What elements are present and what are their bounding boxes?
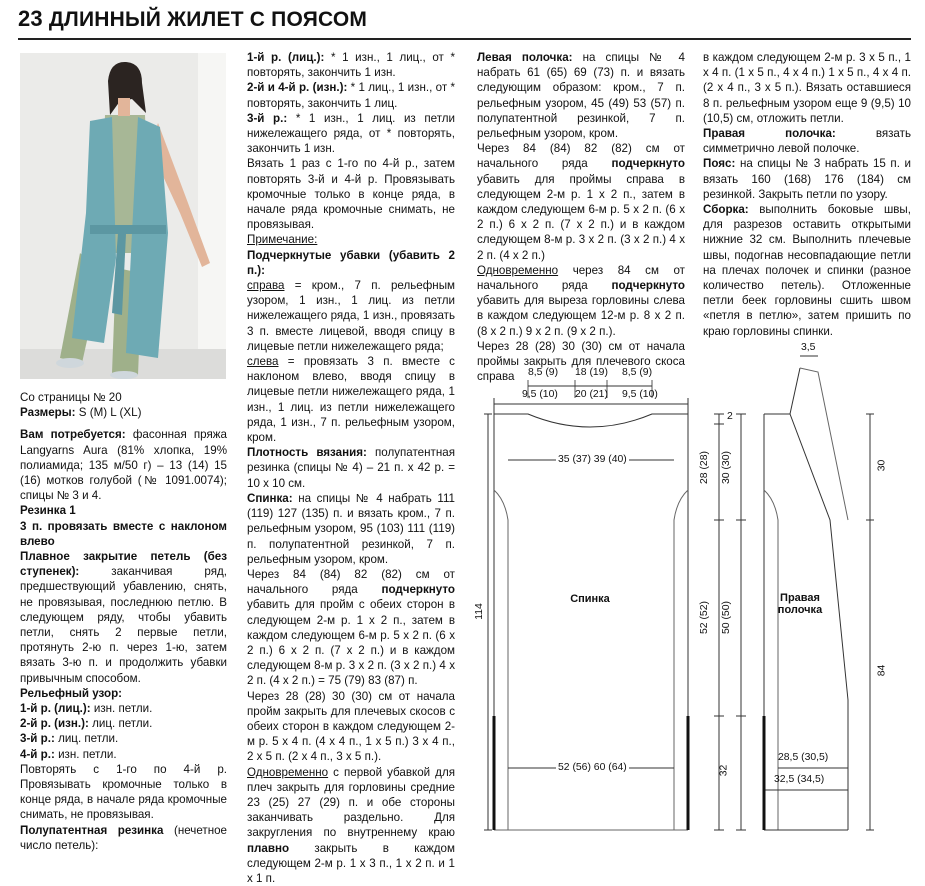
- rib-repeat-text: Вязать 1 раз с 1-го по 4-й р., затем повторять 3-й и 4-й р. Провязывать кромочные только в конце ряда, в начале ряда кромочные снимать, не провязывая.: [247, 157, 455, 232]
- smooth-bind-off-text: заканчивая ряд, предшествующий убавлению, снять, не провязывая, последнюю петлю. В следующем ряду, чтобы убавить петли, снять 2 первые петли, протянуть 2-ю п. через 1-ю, затем вязать 3-ю п. и продолжить убавки привычным способом.: [20, 565, 227, 685]
- side-dim-52: 52 (52): [698, 601, 710, 634]
- side-dim-30: 30 (30): [720, 451, 732, 484]
- note-label: Примечание:: [247, 233, 318, 247]
- pattern-title: ДЛИННЫЙ ЖИЛЕТ С ПОЯСОМ: [48, 8, 368, 31]
- right-front-label: Правая полочка:: [703, 127, 836, 141]
- back-piece-label: Спинка: [570, 593, 610, 605]
- materials-text: фасонная пряжа Langyarns Aura (81% хлопка, 19% полиамида; 135 м/50 г) – 13 (14) 15 (16) мотков голубой (№ 1091.0074); спицы № 3 и 4.: [20, 428, 227, 503]
- sizes-value: S (M) L (XL): [78, 406, 142, 420]
- back-text: на спицы № 4 набрать 111 (119) 127 (135) п. и вязать кром., 7 п. рельефным узором, 95 (103) 111 (119) п. полупатентной резинкой, 7 п. рельефным узором, кром.: [247, 491, 455, 566]
- source-text: Со страницы № 20: [20, 391, 122, 404]
- relief-pattern-heading: Рельефный узор:: [20, 686, 123, 700]
- lf-shoulder-text: Через 28 (28) 30 (30) см от начала проймы закрыть для плечевого скоса справа: [477, 339, 685, 384]
- emph-dec-heading: Подчеркнутые убавки (убавить 2 п.):: [247, 248, 455, 277]
- back-armhole-c: убавить для пройм с обеих сторон в следующем 2-м р. 1 х 2 п., затем в каждом следующем 6-м р. 5 х 2 п. (6 х 2 п.) 6 х 2 п. (7 х 2 п.) и в каждом следующем 8-м р. 3 х 2 п. (3 х 2 п.) 4 х 2 п. (4 х 2 п.) = 75 (79) 83 (87) п.: [247, 598, 455, 688]
- side-dim-28: 28 (28): [698, 451, 710, 484]
- back-second-mid: 20 (21): [575, 389, 608, 400]
- relief-row1-label: 1-й р. (лиц.):: [20, 702, 91, 716]
- back-total-height: 114: [473, 603, 485, 620]
- rib-row3-label: 3-й р.:: [247, 111, 288, 125]
- front-height-30: 30: [876, 459, 888, 472]
- gauge-label: Плотность вязания:: [247, 446, 367, 460]
- rib-row3-text: * 1 изн., 1 лиц. из петли нижележащего ряда, от * повторять, закончить 1 изн.: [247, 111, 455, 156]
- back-neck-d: закрыть в каждом следующем 2-м р. 1 х 3 п., 1 х 2 п. и 1 х 1 п.: [247, 841, 455, 885]
- back-neckline: [494, 414, 688, 427]
- rib1-heading: Резинка 1: [20, 504, 76, 518]
- belt-label: Пояс:: [703, 157, 736, 171]
- left-front-label: Левая полочка:: [477, 51, 573, 64]
- back-neck-b: с первой убавкой для плеч закрыть для горловины средние 23 (25) 27 (29) п. и обе стороны заканчивать раздельно. Для закругления по внутреннему краю: [247, 765, 455, 840]
- assembly-label: Сборка:: [703, 203, 749, 217]
- sizes-label: Размеры:: [20, 406, 76, 420]
- rib-row1-text: * 1 изн., 1 лиц., от * повторять, закончить 1 изн.: [247, 51, 455, 80]
- lf-neck-c: подчеркнуто: [611, 279, 685, 293]
- front-width-1: 28,5 (30,5): [778, 752, 829, 763]
- back-armhole-a: Через 84 (84) 82 (82) см от начального ряда: [247, 567, 455, 597]
- back-shoulders-text: Через 28 (28) 30 (30) см от начала пройм закрыть для плечевых скосов с обеих сторон в каждом следующем 2-м р. 5 х 4 п. (4 х 4 п., 1 х 5 п.) 3 х 4 п., 2 х 5 п. (2 х 4 п., 3 х 5 п.).: [247, 689, 455, 764]
- rib-row1-label: 1-й р. (лиц.):: [247, 51, 325, 64]
- lf-neck-a: Одновременно: [477, 263, 559, 277]
- back-top-right: 8,5 (9): [622, 367, 653, 378]
- relief-row1-text: изн. петли.: [93, 702, 153, 716]
- half-rib-heading: Полупатентная резинка: [20, 823, 164, 837]
- lf-neck-d: убавить для выреза горловины слева в каждом следующем 12-м р. 8 х 2 п. (8 х 2 п.) 9 х 2 п. (9 х 2 п.).: [477, 294, 685, 338]
- lf-armhole-a: Через 84 (84) 82 (82) см от начального ряда: [477, 142, 685, 171]
- materials-label: Вам потребуется:: [20, 428, 126, 442]
- left-label: слева: [247, 355, 279, 369]
- lf-armhole-c: убавить для проймы справа в следующем 2-м р. 1 х 2 п., затем в каждом следующем 6-м р. 5 х 2 п. (6 х 2 п.) 6 х 2 п. (7 х 2 п.) и в каждом следующем 8-м р. 3 х 2 п. (3 х 2 п.) 4 х 2 п. (4 х 2 п.): [477, 172, 685, 262]
- back-label: Спинка:: [247, 491, 293, 505]
- three-tog-heading: 3 п. провязать вместе с наклоном влево: [20, 519, 227, 548]
- front-label-line2: полочка: [777, 604, 823, 616]
- rib-row24-label: 2-й и 4-й р. (изн.):: [247, 81, 348, 95]
- back-bottom-width: 52 (56) 60 (64): [558, 762, 627, 773]
- front-piece-label: [771, 592, 829, 616]
- belt-text: на спицы № 3 набрать 15 п. и вязать 160 (168) 176 (184) см резинкой. Закрыть петли по узору.: [703, 157, 911, 201]
- assembly-text: выполнить боковые швы, для разрезов оставить открытыми нижние 32 см. Выполнить плечевые швы, подогнав несовпадающие петли на плечах полочек и спинки (разное количество петель). Отложенные петли беек горловины сшить швом «петля в петлю», затем пришить по краю горловины спинки.: [703, 203, 911, 338]
- lf-armhole-b: подчеркнуто: [611, 157, 685, 171]
- back-neck-c: плавно: [247, 841, 290, 855]
- half-rib-text: (нечетное число петель):: [20, 823, 227, 852]
- right-front-text: вязать симметрично левой полочке.: [703, 127, 911, 156]
- lf-neck-b: через 84 см от начального ряда: [477, 263, 685, 293]
- back-second-left: 9,5 (10): [522, 389, 558, 400]
- front-height-84: 84: [876, 664, 888, 677]
- side-dim-32: 32: [718, 764, 730, 777]
- back-armhole-b: подчеркнуто: [381, 583, 455, 597]
- relief-row3-label: 3-й р.:: [20, 732, 55, 746]
- right-text: = кром., 7 п. рельефным узором, 1 изн., 1 лиц. из петли нижележащего ряда, 1 изн., провязать 3 п. вместе лицевой, вводя спицу в лицевые петли нижележащего ряда;: [247, 279, 455, 353]
- side-dim-50: 50 (50): [720, 601, 732, 634]
- side-dim-2: 2: [727, 411, 733, 422]
- back-neck-a: Одновременно: [247, 765, 329, 779]
- relief-row3-text: лиц. петли.: [58, 732, 119, 746]
- front-width-2: 32,5 (34,5): [774, 774, 825, 785]
- relief-row4-label: 4-й р.:: [20, 747, 55, 761]
- front-label-line1: Правая: [780, 592, 820, 604]
- lf-continued-text: в каждом следующем 2-м р. 3 х 5 п., 1 х 4 п. (1 х 5 п., 4 х 4 п.) 1 х 5 п., 4 х 4 п. (2 х 4 п., 3 х 5 п.). Вязать оставшиеся 8 п. рельефным узором еще 9 (9,5) 10 (10,5) см, отложить петли.: [703, 51, 911, 125]
- back-chest-width: 35 (37) 39 (40): [558, 454, 627, 465]
- relief-repeat-text: Повторять с 1-го по 4-й р. Провязывать кромочные только в конце ряда, в начале ряда кромочные снимать, не провязывая.: [20, 762, 227, 822]
- rib-row24-text: * 1 лиц., 1 изн., от * повторять, закончить 1 лиц.: [247, 81, 455, 110]
- gauge-text: полупатентная резинка (спицы № 4) – 21 п. х 42 р. = 10 х 10 см.: [247, 446, 455, 490]
- front-top-width: 3,5: [801, 342, 816, 353]
- relief-row2-text: лиц. петли.: [92, 717, 153, 731]
- smooth-bind-off-heading: Плавное закрытие петель (без ступенек):: [20, 550, 227, 579]
- left-text: = провязать 3 п. вместе с наклоном влево, вводя спицу в лицевые петли нижележащего ряда, 1 изн., 1 лиц. из петли нижележащего ряда, 1 изн., 7 п. рельефным узором, кром.: [247, 355, 455, 445]
- right-label: справа: [247, 279, 285, 293]
- left-front-text: на спицы № 4 набрать 61 (65) 69 (73) п. и вязать следующим образом: кром., 7 п. рельефным узором, 45 (49) 53 (57) п. полупатентной резинкой, 7 п. рельефным узором, кром.: [477, 51, 685, 141]
- pattern-number: 23: [18, 6, 43, 31]
- back-top-left: 8,5 (9): [528, 367, 559, 378]
- back-second-right: 9,5 (10): [622, 389, 658, 400]
- back-top-mid: 18 (19): [575, 367, 608, 378]
- relief-row4-text: изн. петли.: [58, 747, 117, 761]
- relief-row2-label: 2-й р. (изн.):: [20, 717, 89, 731]
